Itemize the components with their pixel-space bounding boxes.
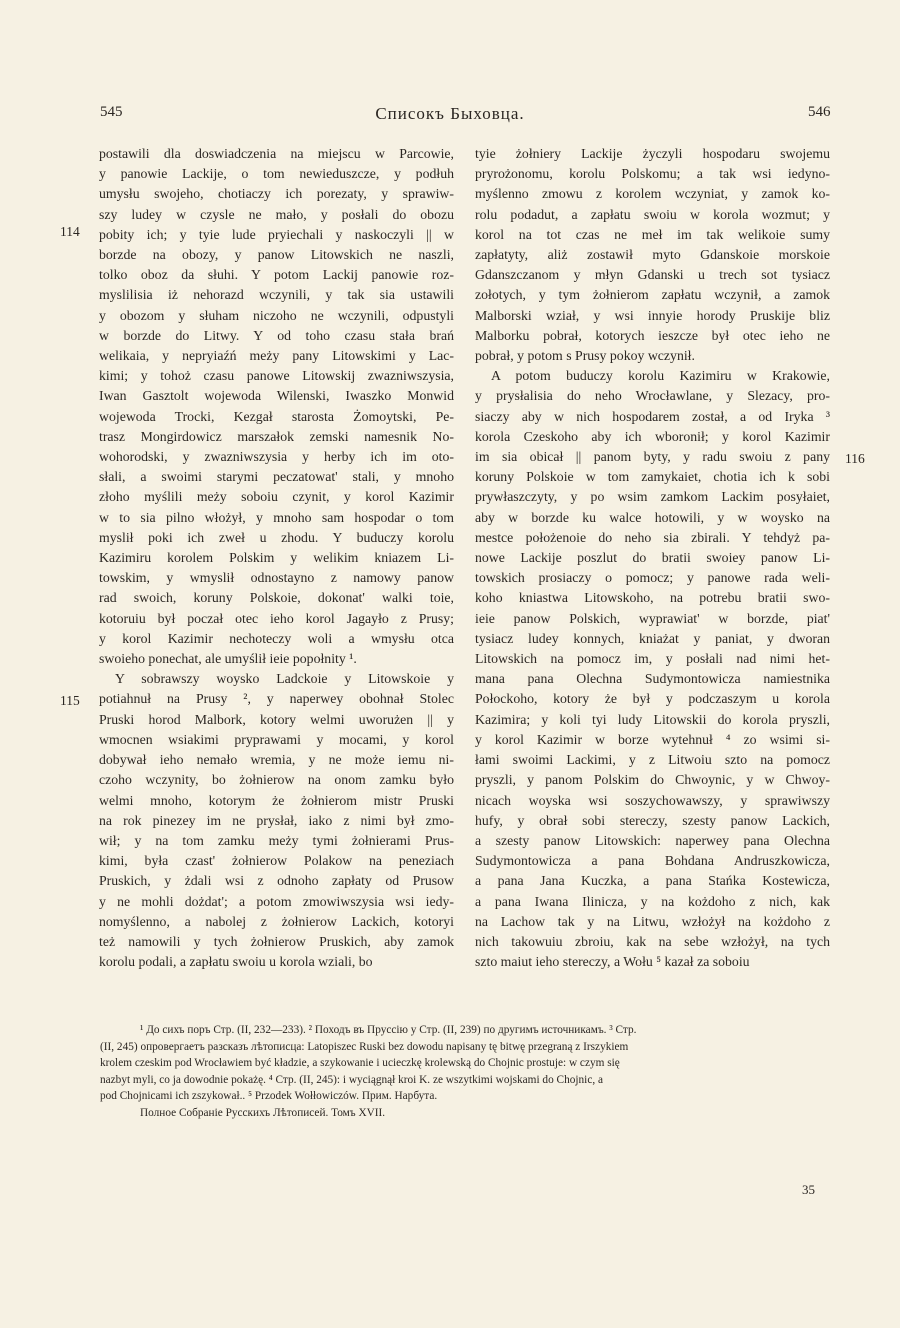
left-column-line: pobity ich; y tyie lude pryiechali y naskoczyli || w [99,226,454,242]
left-column-line: y korol Kazimir nechoteczy woli a wmysłu otca [99,630,454,646]
right-column-line: korol na tot czas ne meł im tak welikoie sumy [475,226,830,242]
right-column-line: ieie panow Polskich, wyprawiat' w borzde, piat' [475,610,830,626]
right-column-line: tyie żołniery Lackije życzyli hospodaru swojemu [475,146,830,161]
left-column-line: wojewoda Trocki, Kezgał starosta Żomoytski, Pe- [99,408,454,424]
right-column-line: aby w borzde ku walce hotowili, y w woysko na [475,509,830,525]
right-column-line: korola Czeskoho aby ich wboronił; y korol Kazimir [475,428,830,444]
left-column-line: złoho myślili meży soboiu czynit, y korol Kazimir [99,489,454,505]
left-column-line: dobywał ieho nemało wremia, y ne może iemu ni- [99,752,454,768]
right-column-line: y prysłalisia do neho Wrocławlane, y Slezacy, pro- [475,388,830,404]
right-column-line: łami swoimi Lackimi, y z Litwoiu szto na pomocz [475,752,830,768]
left-column-line: y ne mohli dożdat'; a potom zmowiwszysia wsi iedy- [99,893,454,909]
text-column-right [475,144,830,972]
left-column-line: kimi; y tohoż czasu panowe Litowskij zwazniwszysia, [99,368,454,384]
left-column-line: w to sia pilno włożył, y mnoho sam hospodar o tom [99,509,454,525]
right-column-line: pryszli, y panom Polskim do Chwoynic, y w Chwoy- [475,772,830,788]
right-column-line: a szesty panow Litowskich: naperwey pana Olechna [475,832,830,848]
left-column-line: wohorodski, y zwazniwszysia y herby ich im oto- [99,449,454,465]
right-column-line: im sia obicał || panom byty, y radu swoiu z pany [475,449,830,465]
footnotes [100,1022,840,1122]
right-column-line: y korol Kazimir w borze wytehnuł ⁴ zo wsimi si- [475,731,830,747]
right-column-line: hufy, y obrał sobi stereczy, szesty panow Lackich, [475,812,830,828]
left-column-line: wmocnen wsiakimi pryprawami y mocami, y korol [99,731,454,747]
right-column-line: nowe Lackije poszlut do bratii swoiey panow Li- [475,550,830,566]
left-column-line: potiahnuł na Prusy ², y naperwey obohnał Stolec [99,691,454,707]
margin-number-115: 115 [60,693,80,708]
right-column-line: koho kniastwa Litowskoho, na potrebu bratii swo- [475,590,830,606]
right-column-line: mestce położenoie do neho sia zbirali. Y tehdyż pa- [475,529,830,545]
right-column-line: koruny Polskoie w tom zamykaiet, chotia ich k sobi [475,469,830,485]
left-column-line: czoho wczynity, bo żołnierow na onom zamku było [99,772,454,788]
right-column-line: nich takowuiu zbroiu, kak na sebe wzłożył, na tych [475,933,830,949]
right-column-line: zołotych, y tym żołnierom zapłatu wczynił, a zamok [475,287,830,303]
corpus-title-line: Полное Собраніе Русскихъ Лѣтописей. Томъ XVII. [140,1106,386,1119]
right-column-line: rolu podadut, a zapłatu swoiu w korola wozmut; y [475,206,830,222]
margin-number-114: 114 [60,224,80,239]
page-number-left: 545 [100,104,123,120]
right-column-line: Sudymontowicza a pana Bohdana Andruszkowicza, [475,853,830,869]
left-column-line: welikaia, y nepryiaźń meży pany Litowskimi y Lac- [99,348,454,364]
left-column-line: y obozom y słuham niczoho ne wczynili, odpustyli [99,307,454,323]
left-column-line: postawili dla doswiadczenia na miejscu w Parcowie, [99,146,454,161]
text-column-left [99,144,454,972]
right-column-line: pryrożonomu, korolu Polskomu; a tak wsi iedyno- [475,166,830,182]
right-column-line: a pana Iwana Ilinicza, y na kożdoho z nich, kak [475,893,830,909]
right-column-line: Gdanszczanom y młyn Gdanski u trech sot tysiacz [475,267,830,283]
left-column-line: umysłu swojeho, chotiaczy ich porezaty, y sprawiw- [99,186,454,202]
footnote-line: (II, 245) опровергаетъ разсказъ лѣтописца: Latopiszec Ruski bez dowodu napisany tę bitwę przegraną z Irszykiem [100,1040,629,1053]
right-column-line: pobrał, y potom s Prusy pokoy wczynił. [475,348,695,364]
left-column-line: kimi, była czast' żołnierow Polakow na peneziach [99,853,454,869]
right-column-line: myślenno zmowu z korolem wczyniat, y zamok ko- [475,186,830,202]
left-column-line: trasz Mongirdowicz marszałok zemski namesnik No- [99,428,454,444]
left-column-line: myslił poki ich zweł u zhodu. Y buduczy korolu [99,529,454,545]
left-column-line: tolko oboz da słuhi. Y potom Lackij panowie roz- [99,267,454,283]
left-column-line: kotoruiu był poczał otec ieho korol Jagayło z Prusy; [99,610,454,626]
right-column-line: Malborku pobrał, kotorych ieszcze był otec ieho ne [475,327,830,343]
left-column-line: w borzde do Litwy. Y od toho czasu stała brań [99,327,454,343]
left-column-line: borzde na obozy, y panow Litowskich ne naszli, [99,247,454,263]
left-column-line: y panowie Lackije, o tom newieduszcze, y podłuh [99,166,454,182]
left-column-line: Pruskich, y żdali wsi z odnoho zapłaty od Prusow [99,873,454,889]
right-column-line: Połockoho, kotory że był y podczaszym u korola [475,691,830,707]
right-column-line: A potom buduczy korolu Kazimiru w Krakowie, [491,368,830,384]
left-column-line: Pruski horod Malbork, kotory welmi uworużen || y [99,711,454,727]
left-column-line: wił; y na tom zamku meży tymi żołnierami Prus- [99,832,454,848]
left-column-line: myslilisia iż nehorazd wczynili, y tak sia ustawili [99,287,454,303]
footnote-line: krolem czeskim pod Wrocławiem być kładzie, a szykowanie i ucieczkę krolewską do Chojnic prostuje: w czym się [100,1057,620,1070]
right-column-line: nicach woyska wsi soszychowawszy, y sprawiwszy [475,792,830,808]
left-column-line: Y sobrawszy woysko Ladckoie y Litowskoie y [115,671,454,687]
left-column-line: nomyślenno, a nabolej z żołnierow Lackich, kotoryi [99,913,454,929]
right-column-line: Litowskich na pomocz im, y posłali nad nimi het- [475,651,830,667]
left-column-line: towskim, y wmyslił odnostayno z namowy panow [99,570,454,586]
right-column-line: tysiacz ludey konnych, kniażat y paniat, y dworan [475,630,830,646]
left-column-line: korolu podali, a zapłatu swoiu u korola wziali, bo [99,954,373,970]
margin-number-116: 116 [845,451,865,466]
left-column-line: welmi mnoho, kotorym że żołnierom mistr Pruski [99,792,454,808]
left-column-line: Kazimiru korolem Polskim y welikim kniazem Li- [99,550,454,566]
right-column-line: Kazimira; y koli tyi ludy Litowskii do korola pryszli, [475,711,830,727]
left-column-line: słali, a swoimi starymi peczatowat' stali, y mnoho [99,469,454,485]
page-number-right: 546 [808,104,831,120]
running-title: Списокъ Быховца. [375,104,525,123]
right-column-line: mana pana Olechna Sudymontowicza namiestnika [475,671,830,687]
left-column-line: szy ludey w czysle ne mało, y posłali do obozu [99,206,454,222]
footnote-line: nazbyt myli, co ja dowodnie pokażę. ⁴ Стр. (II, 245): i wyciągnął kroi K. ze wszytkimi wojskami do Chojnic, a [100,1073,603,1086]
right-column-line: prywłaszczyty, y po wsim zamkom Lackim posyłaiet, [475,489,830,505]
left-column-line: też namowili y tych żołnierow Pruskich, aby zamok [99,933,454,949]
right-column-line: a pana Jana Kuczka, a pana Stańka Kostewicza, [475,873,830,889]
left-column-line: Iwan Gasztolt wojewoda Wilenski, Iwaszko Monwid [99,388,454,404]
footnote-lines [100,1022,840,1105]
right-column-line: na Lachow tak y na Litwu, wzłożył na kożdoho z [475,913,830,929]
right-column-line: zapłatyty, aliż zostawił myto Gdanskoie morskoie [475,247,830,263]
left-column-line: na rok pinezey im ne prysłał, iako z nimi był zmo- [99,812,454,828]
right-column-line: siaczy aby w nich hospodarem został, a od Iryka ³ [475,408,830,424]
left-column-line: rad swoich, koruny Polskoie, dokonat' walki toie, [99,590,454,606]
right-column-line: towskich prosiaczy o pomocz; y panowe rada weli- [475,570,830,586]
right-column-line: Malborski wział, y wsi innyie horody Pruskije bliz [475,307,830,323]
footnote-line: ¹ До сихъ поръ Стр. (II, 232—233). ² Походъ въ Пруссію у Стр. (II, 239) по другимъ источникамъ. ³ Стр. [140,1024,637,1036]
sheet-number: 35 [802,1182,815,1197]
left-column-line: swoieho ponechat, ale umyślił ieie popołnity ¹. [99,651,357,667]
right-column-line: szto maiut ieho stereczy, a Wołu ⁵ kazał za soboiu [475,954,750,970]
footnote-line: pod Chojnicami ich zszykował.. ⁵ Przodek Wołłowiczów. Прим. Нарбута. [100,1090,438,1103]
